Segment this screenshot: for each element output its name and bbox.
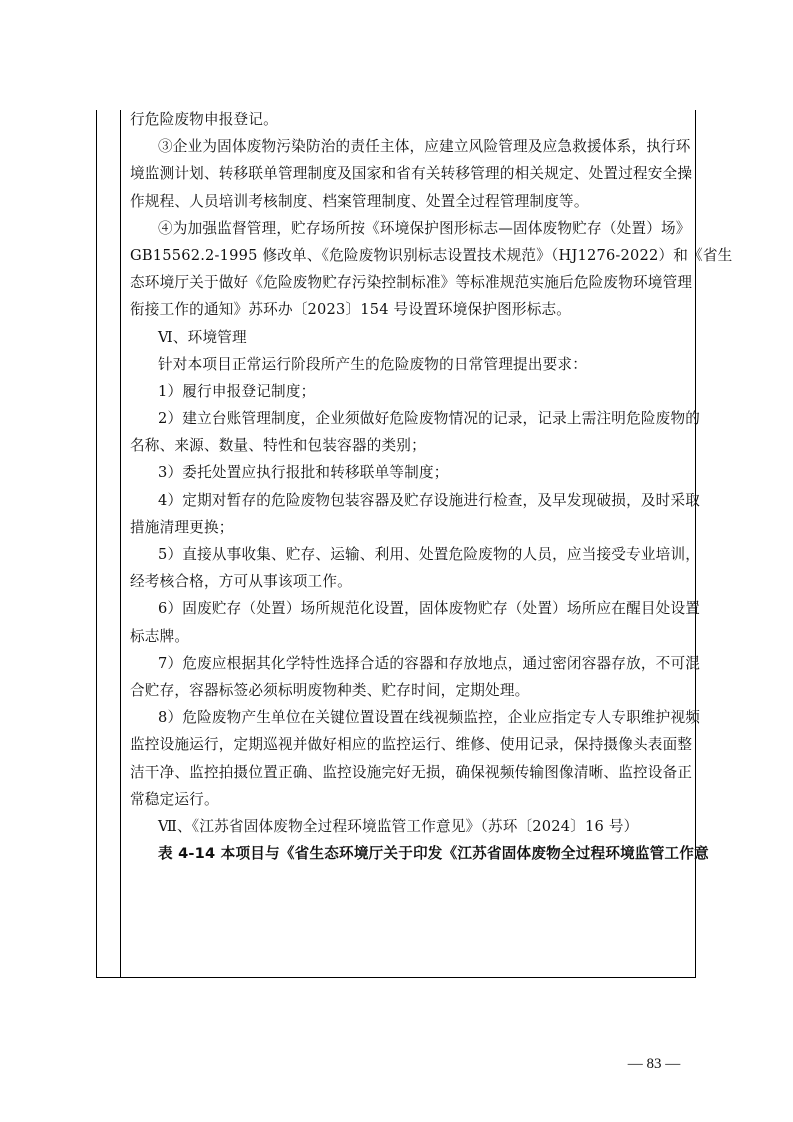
paragraph-line: 4）定期对暂存的危险废物包装容器及贮存设施进行检查，及早发现破损，及时采取 [158,491,701,509]
paragraph-line: 监控设施运行，定期巡视并做好相应的监控运行、维修、使用记录，保持摄像头表面整 [130,736,693,754]
paragraph-line: 针对本项目正常运行阶段所产生的危险废物的日常管理提出要求： [158,355,588,373]
paragraph-line: 经考核合格，方可从事该项工作。 [130,573,352,591]
paragraph-line: 作规程、人员培训考核制度、档案管理制度、处置全过程管理制度等。 [130,192,589,210]
paragraph-line: 洁干净、监控拍摄位置正确、监控设施完好无损，确保视频传输图像清晰、监控设备正 [130,763,693,781]
paragraph-line: 3）委托处置应执行报批和转移联单等制度； [158,464,449,482]
table-column-divider [120,110,121,978]
paragraph-line: 行危险废物申报登记。 [130,111,278,128]
paragraph-line: 8）危险废物产生单位在关键位置设置在线视频监控，企业应指定专人专职维护视频 [158,709,701,727]
paragraph-line: ④为加强监督管理，贮存场所按《环境保护图形标志—固体废物贮存（处置）场》 [158,219,691,237]
paragraph-line: 7）危废应根据其化学特性选择合适的容器和存放地点，通过密闭容器存放，不可混 [158,654,701,672]
paragraph-line: 态环境厅关于做好《危险废物贮存污染控制标准》等标准规范实施后危险废物环境管理 [130,274,693,292]
paragraph-line: Ⅶ、《江苏省固体废物全过程环境监管工作意见》（苏环〔2024〕16 号） [158,817,639,835]
paragraph-line: GB15562.2-1995 修改单、《危险废物识别标志设置技术规范》（HJ1276-2022）和《省生 [130,246,733,264]
table-caption: 表 4-14 本项目与《省生态环境厅关于印发《江苏省固体废物全过程环境监管工作意 [158,845,709,863]
paragraph-line: 衔接工作的通知》苏环办〔2023〕154 号设置环境保护图形标志。 [130,301,572,319]
paragraph-line: 常稳定运行。 [130,790,219,808]
paragraph-line: Ⅵ、环境管理 [158,328,247,346]
paragraph-line: 1）履行申报登记制度； [158,382,316,400]
paragraph-line: 境监测计划、转移联单管理制度及国家和省有关转移管理的相关规定、处置过程安全操 [130,165,693,183]
paragraph-line: ③企业为固体废物污染防治的责任主体，应建立风险管理及应急救援体系，执行环 [158,138,691,156]
table-cell-content [130,111,733,872]
page-number: — 83 — [627,1056,681,1072]
paragraph-line: 5）直接从事收集、贮存、运输、利用、处置危险废物的人员，应当接受专业培训， [158,546,701,563]
paragraph-line: 2）建立台账管理制度，企业须做好危险废物情况的记录，记录上需注明危险废物的 [158,410,701,428]
paragraph-line: 6）固废贮存（处置）场所规范化设置，固体废物贮存（处置）场所应在醒目处设置 [158,600,701,618]
paragraph-line: 标志牌。 [130,627,190,645]
paragraph-line: 合贮存，容器标签必须标明废物种类、贮存时间，定期处理。 [130,681,530,699]
paragraph-line: 措施清理更换； [130,518,234,536]
paragraph-line: 名称、来源、数量、特性和包装容器的类别； [130,437,426,455]
